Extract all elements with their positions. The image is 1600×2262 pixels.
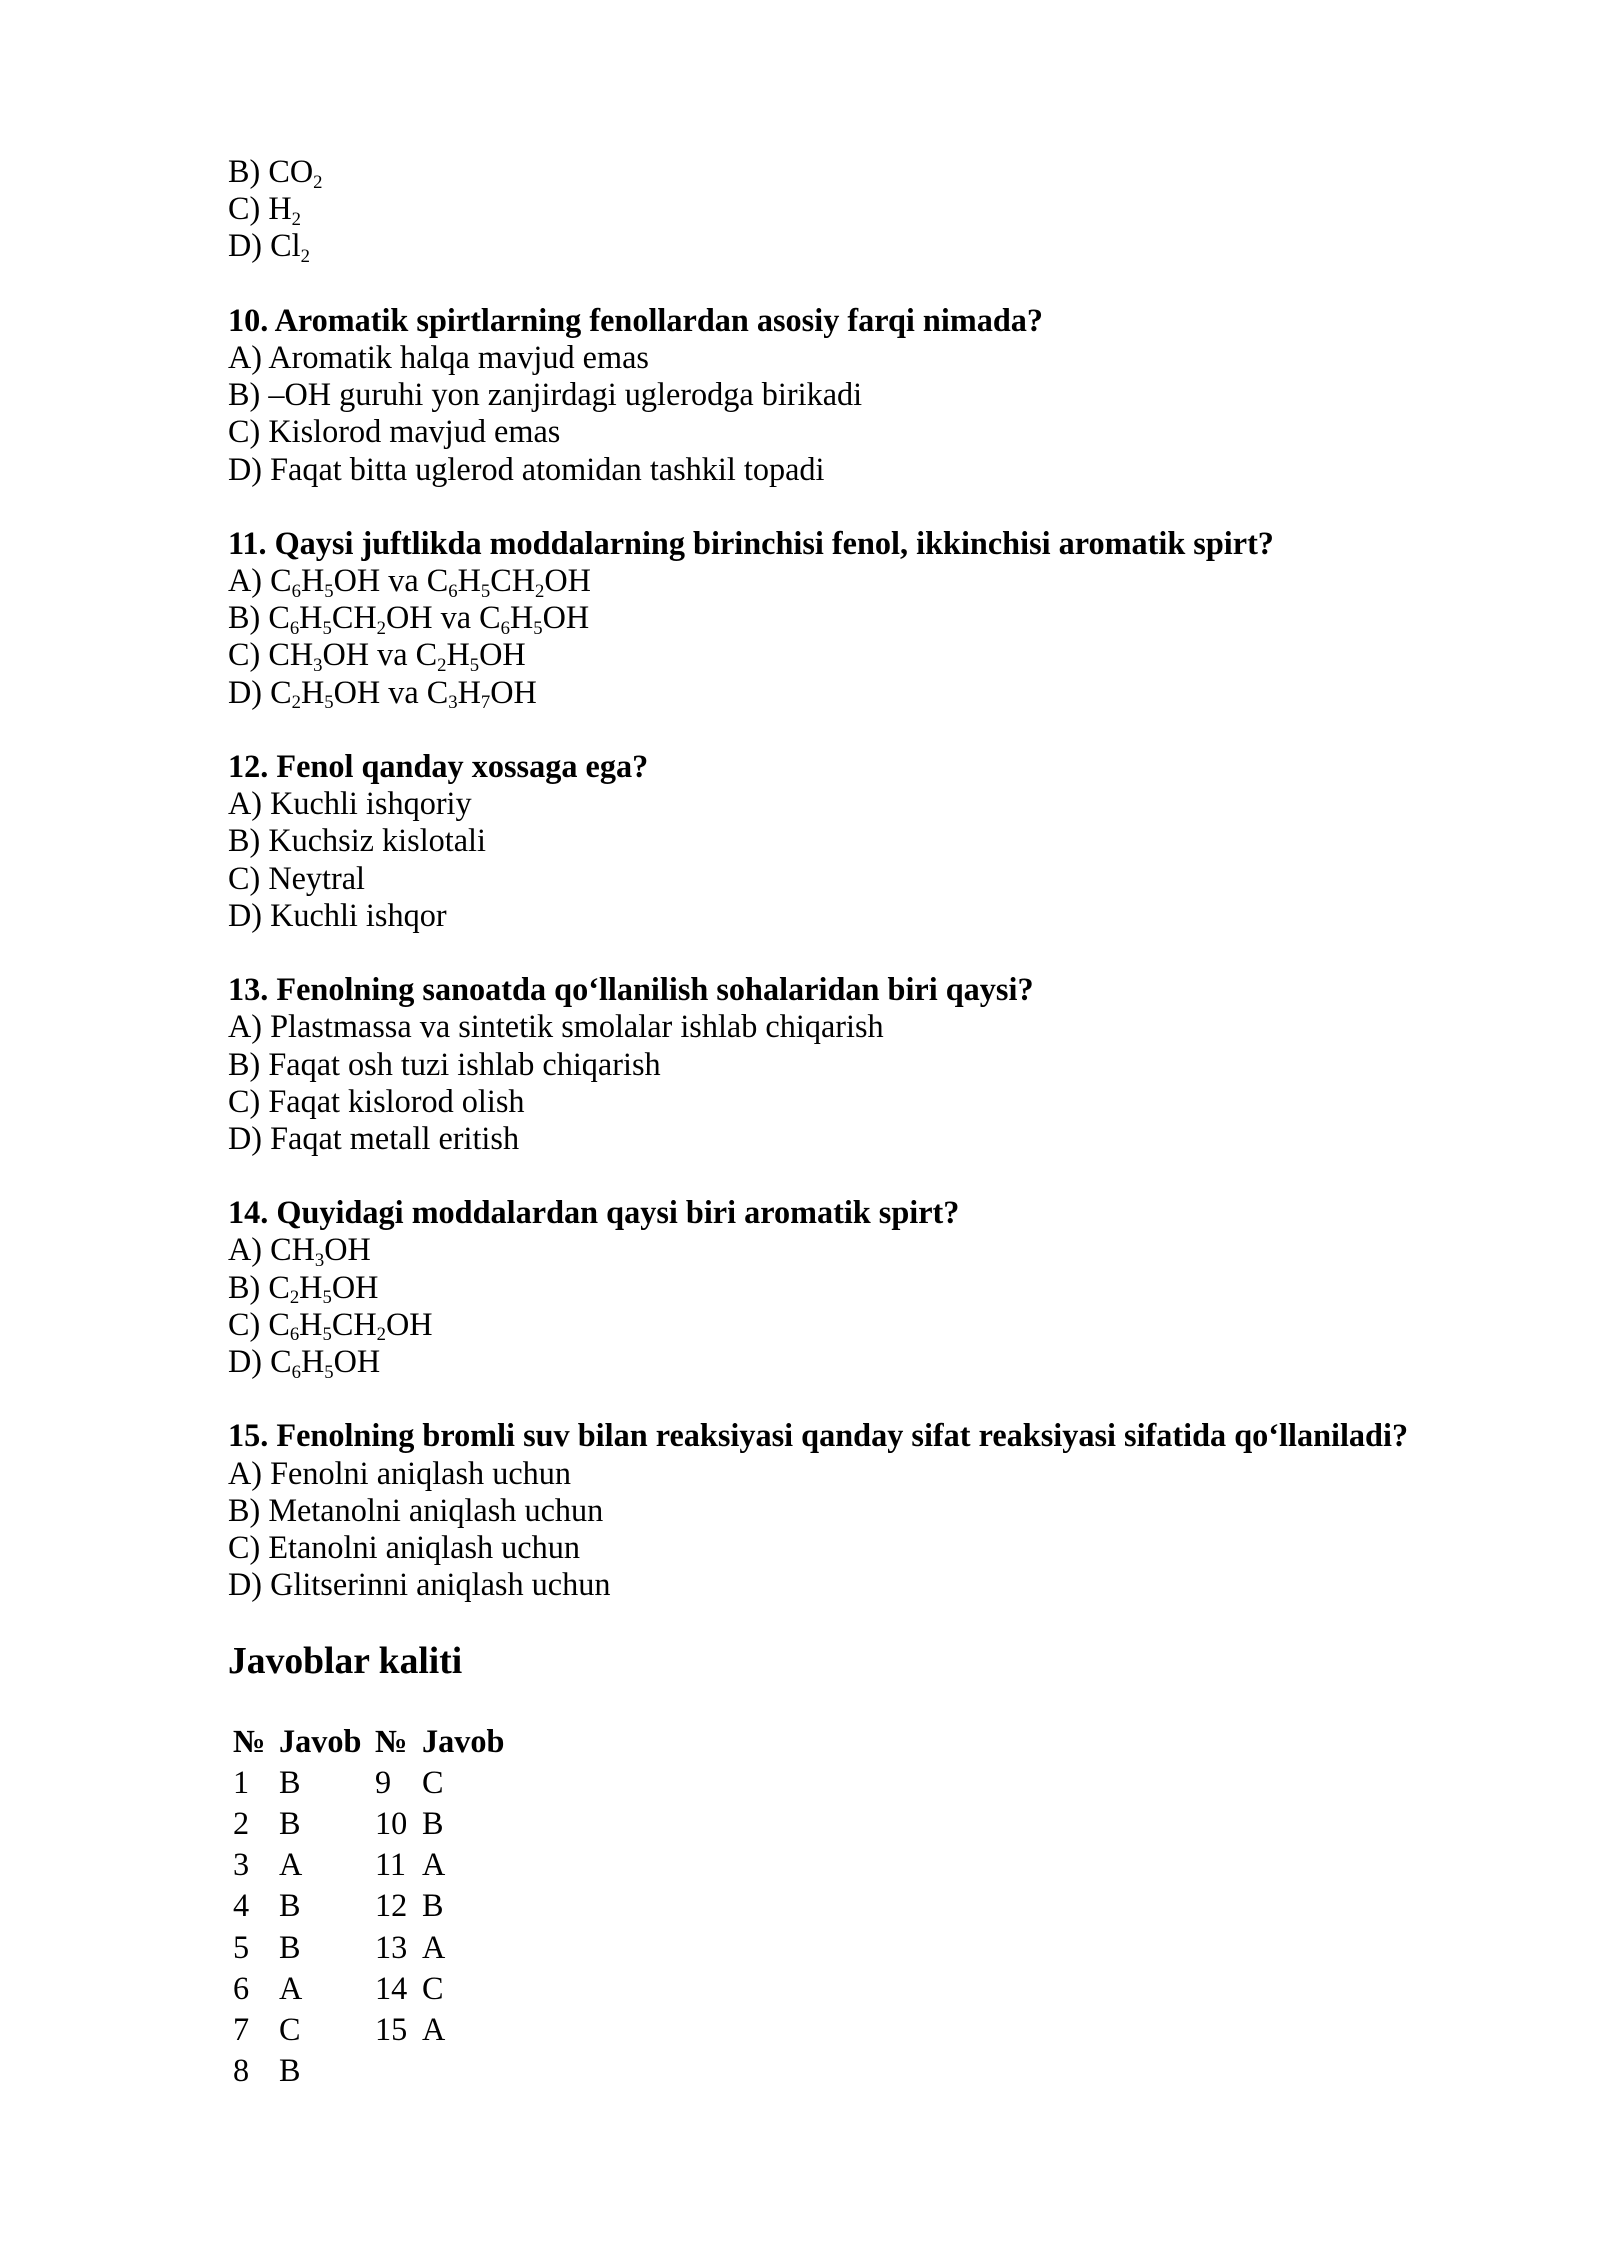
subscript: 5 [469,655,480,677]
text-run: Neytral [268,859,366,896]
answer-key-row [228,2050,522,2091]
subscript: 5 [322,1324,332,1346]
option-letter: B) [228,376,261,413]
answer-key-row [228,1968,522,2009]
question-number-cell [370,2050,417,2091]
text-run: C [268,1305,290,1342]
answer-option [228,1083,1568,1120]
option-text [270,1120,519,1156]
option-letter: A) [228,338,263,375]
question-block [228,748,1568,934]
text-run: Cl [270,227,301,264]
question-number-cell: 14 [375,1969,408,2006]
subscript: 2 [291,208,301,230]
text-run: OH [544,562,591,599]
text-run: H [299,1268,323,1305]
answer-key-header-row [228,1721,522,1762]
question-title: 14. Quyidagi moddalardan qaysi biri aromatik spirt? [228,1194,960,1231]
question-title: 10. Aromatik spirtlarning fenollardan asosiy farqi nimada? [228,301,1044,338]
answer-option [228,227,1568,267]
subscript: 5 [324,580,334,602]
question-block [228,524,1568,714]
answer-letter-cell: A [422,1846,446,1883]
subscript: 2 [376,617,386,639]
option-letter: C) [228,859,261,896]
option-letter: A) [228,562,263,599]
answer-letter-cell: B [279,1928,301,1965]
option-letter: C) [228,1082,261,1119]
text-run: Faqat osh tuzi ishlab chiqarish [268,1045,661,1082]
answer-letter-cell: B [279,1887,301,1924]
text-run: C [270,673,292,710]
header-number-cell: № [375,1722,408,1759]
question-number-cell: 7 [233,2011,250,2048]
text-run: CH [490,562,536,599]
question-number-cell: 12 [375,1887,408,1924]
subscript: 2 [289,1287,300,1309]
subscript: 5 [480,580,491,602]
text-run: OH [542,599,590,636]
question-title: 15. Fenolning bromli suv bilan reaksiyasi qanday sifat reaksiyasi sifatida qo‘llaniladi? [228,1417,1409,1454]
answer-letter-cell: A [422,2011,446,2048]
subscript: 5 [322,1287,332,1309]
answer-letter-cell: B [279,1763,301,1800]
text-run: OH [333,1343,381,1379]
option-letter: C) [228,190,261,227]
option-text [270,785,472,821]
text-run: CH [270,1231,315,1268]
text-run: Kuchli ishqor [270,896,447,933]
text-run: OH [479,636,526,673]
option-text [270,673,537,714]
answer-option [228,599,1568,639]
answer-key-section [228,1640,1568,2092]
option-text [268,636,526,677]
option-text [268,860,365,896]
text-run: Glitserinni aniqlash uchun [270,1566,611,1603]
subscript: 2 [535,580,545,602]
option-letter: D) [228,1566,263,1603]
answer-letter-cell: A [422,1928,446,1965]
question-number-cell: 11 [375,1846,407,1883]
text-run: C [270,562,292,599]
answer-key-row [228,1803,522,1844]
answer-option [228,451,1568,488]
option-letter: C) [228,1305,261,1342]
subscript: 5 [533,617,543,639]
question-list [228,302,1568,1604]
answer-letter-cell: B [279,1805,301,1841]
question-number-cell: 5 [233,1928,250,1965]
option-text [268,1492,603,1528]
text-run: OH [331,1268,379,1305]
question-block [228,302,1568,488]
answer-key-table-head [228,1721,522,1762]
subscript: 3 [313,655,323,677]
answer-key-row [228,1844,522,1885]
subscript: 2 [437,655,447,677]
text-run: Etanolni aniqlash uchun [268,1528,580,1565]
subscript: 2 [291,692,301,714]
text-run: OH va C [385,599,501,636]
text-run: H [457,562,481,599]
answer-key-heading: Javoblar kaliti [228,1640,463,1682]
text-run: Metanolni aniqlash uchun [268,1491,604,1528]
answer-option [228,673,1568,714]
text-run: C [270,1343,292,1379]
option-text [268,599,590,639]
answer-letter-cell: C [422,1969,444,2006]
option-text [270,451,824,487]
option-letter: B) [228,153,261,189]
option-text [268,339,649,375]
text-run: OH [385,1305,433,1342]
subscript: 5 [324,1361,334,1383]
text-run: H [300,1343,325,1379]
text-run: Plastmassa va sintetik smolalar ishlab chiqarish [270,1008,884,1045]
header-number-cell: № [233,1722,266,1759]
text-run: H [268,190,292,227]
answer-letter-cell: C [422,1763,444,1800]
option-text [270,897,446,933]
option-letter: B) [228,1268,261,1305]
answer-option [228,190,1568,230]
option-letter: D) [228,227,263,264]
question-number-cell: 2 [233,1805,250,1841]
question-block [228,1194,1568,1383]
answer-option [228,860,1568,897]
answer-option [228,1231,1568,1272]
answer-option [228,1008,1568,1045]
document-content [228,153,1568,2091]
text-run: C [268,599,290,636]
question-number-cell: 9 [375,1763,392,1800]
answer-option [228,1268,1568,1309]
answer-option [228,1566,1568,1603]
option-text [270,1343,381,1383]
option-text [270,1455,571,1491]
option-text [270,562,591,602]
answer-option [228,339,1568,376]
answer-option [228,897,1568,934]
subscript: 2 [376,1324,386,1346]
question-number-cell: 8 [233,2052,250,2089]
option-letter: A) [228,1008,263,1045]
option-letter: C) [228,1528,261,1565]
option-letter: A) [228,785,263,822]
text-run: OH va C [322,636,438,673]
header-answer-cell: Javob [279,1722,362,1759]
answer-letter-cell: B [279,2052,301,2089]
header-answer-cell: Javob [422,1722,505,1759]
text-run: OH va C [333,673,449,710]
answer-option [228,1120,1568,1157]
question-block [228,971,1568,1157]
answer-option [228,636,1568,677]
option-text [268,1268,379,1309]
text-run: CO [268,153,314,189]
question-title: 12. Fenol qanday xossaga ega? [228,748,649,784]
text-run: OH [324,1231,371,1268]
answer-option [228,413,1568,450]
answer-key-row [228,1927,522,1968]
text-run: H [300,673,325,710]
answer-option [228,1455,1568,1492]
answer-option [228,1492,1568,1529]
subscript: 6 [291,1361,301,1383]
answer-key-row [228,2009,522,2050]
text-run: Faqat kislorod olish [268,1082,525,1119]
answer-option [228,1343,1568,1383]
subscript: 2 [300,245,310,267]
option-letter: A) [228,1454,263,1491]
option-text [268,153,323,193]
subscript: 5 [324,692,334,714]
text-run: Aromatik halqa mavjud emas [268,338,649,375]
answer-letter-cell: C [279,2011,301,2048]
text-run: H [299,1305,323,1342]
question-title: 13. Fenolning sanoatda qo‘llanilish sohalaridan biri qaysi? [228,971,1034,1008]
text-run: H [457,673,481,710]
text-run: Faqat metall eritish [270,1119,520,1156]
text-run: H [300,562,325,599]
answer-key-row [228,1885,522,1926]
text-run: –OH guruhi yon zanjirdagi uglerodga birikadi [268,376,863,413]
answer-option [228,153,1568,193]
question-number-cell: 6 [233,1969,250,2006]
option-letter: D) [228,450,263,487]
answer-option [228,1046,1568,1083]
option-letter: B) [228,599,261,636]
answer-option [228,376,1568,413]
option-letter: C) [228,413,261,450]
answer-letter-cell: B [422,1805,444,1841]
answer-option [228,785,1568,822]
text-run: Faqat bitta uglerod atomidan tashkil topadi [270,450,825,487]
option-text [268,1083,524,1119]
answer-key-table [228,1721,522,2092]
subscript: 2 [313,171,323,193]
answer-key-table-body [228,1762,522,2092]
subscript: 7 [480,692,491,714]
text-run: OH [490,673,537,710]
option-text [268,413,560,449]
option-letter: D) [228,673,263,710]
option-text [268,376,862,412]
option-letter: B) [228,822,261,859]
option-letter: D) [228,1343,263,1379]
option-text [270,1566,610,1602]
answer-key-row [228,1762,522,1803]
subscript: 6 [289,617,300,639]
subscript: 6 [448,580,458,602]
option-text [270,1008,884,1044]
answer-letter-cell [417,2050,522,2091]
option-text [268,1046,660,1082]
text-run: CH [268,636,314,673]
option-text [268,1529,580,1565]
text-run: OH va C [333,562,449,599]
question-title: 11. Qaysi juftlikda moddalarning birinchisi fenol, ikkinchisi aromatik spirt? [228,524,1274,561]
text-run: Kuchsiz kislotali [268,822,486,859]
subscript: 6 [291,580,301,602]
option-text [268,822,486,858]
question-block [228,1417,1568,1603]
option-letter: D) [228,1119,263,1156]
subscript: 3 [448,692,458,714]
text-run: CH [331,1305,377,1342]
option-letter: A) [228,1231,263,1268]
text-run: H [509,599,534,636]
question-number-cell: 13 [375,1928,408,1965]
option-text [268,190,301,230]
subscript: 6 [500,617,510,639]
answer-letter-cell: A [279,1969,303,2006]
answer-letter-cell: B [422,1887,444,1924]
subscript: 5 [322,617,332,639]
text-run: Kuchli ishqoriy [270,785,472,822]
option-text [270,1231,371,1272]
option-text [268,1305,433,1346]
question-number-cell: 10 [375,1805,408,1841]
answer-option [228,562,1568,602]
text-run: CH [331,599,377,636]
question-number-cell: 4 [233,1887,250,1924]
text-run: C [268,1268,290,1305]
subscript: 3 [314,1250,325,1272]
question-continuation [228,153,1568,265]
answer-letter-cell: A [279,1846,303,1883]
answer-option [228,1305,1568,1346]
option-text [270,227,310,267]
option-letter: B) [228,1045,261,1082]
option-letter: D) [228,896,263,933]
text-run: H [299,599,323,636]
question-number-cell: 3 [233,1846,250,1883]
text-run: H [446,636,470,673]
subscript: 6 [289,1324,300,1346]
question-number-cell: 1 [233,1763,250,1800]
text-run: Kislorod mavjud emas [268,413,561,450]
question-number-cell: 15 [375,2011,408,2048]
option-letter: B) [228,1491,261,1528]
answer-option [228,822,1568,859]
answer-option [228,1529,1568,1566]
option-letter: C) [228,636,261,673]
text-run: Fenolni aniqlash uchun [270,1454,572,1491]
